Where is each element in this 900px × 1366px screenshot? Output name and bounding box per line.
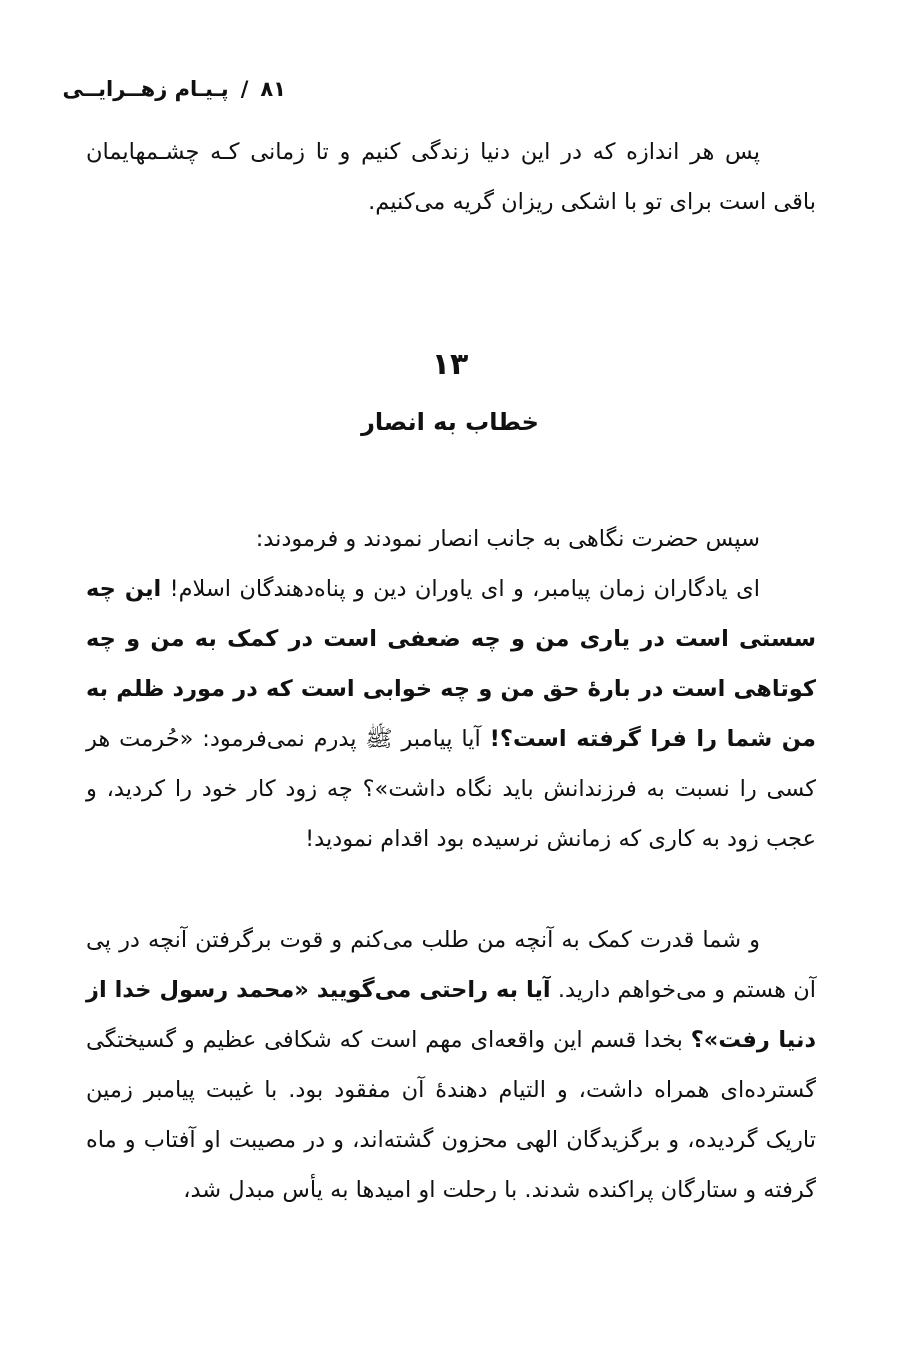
page-number: ۸۱: [260, 77, 286, 101]
lead-paragraph: سپس حضرت نگاهی به جانب انصار نمودند و فرمودند:: [255, 526, 760, 552]
continuation-paragraph: [86, 915, 816, 1215]
header-title: پـیـام زهــرایــی: [62, 77, 229, 101]
continuation-bold-text: آیا به راحتی می‌گویید «محمد رسول خدا از دنیا رفت»؟: [86, 977, 816, 1053]
speech-normal-text: ای یادگاران زمان پیامبر، و ای یاوران دین و پناه‌دهندگان اسلام!: [161, 576, 760, 602]
running-header: [62, 72, 286, 106]
intro-paragraph: پس هر اندازه که در این دنیا زندگی کنیم و تا زمانی کـه چشـمهایمان باقی است برای تو با اشکی ریزان گریه می‌کنیم.: [86, 139, 816, 215]
section2-block: [86, 915, 816, 1215]
speech-bold-text: این چه سستی است در یاری من و چه ضعفی است در کمک به من و چه کوتاهی است در بارهٔ حق من و چه خوابی است که در مورد ظلم به من شما را فرا گرفته است؟!: [86, 576, 816, 752]
header-separator: /: [240, 77, 249, 101]
chapter-title: خطاب به انصار: [361, 408, 539, 436]
continuation-normal-text-1: و شما قدرت کمک به آنچه من طلب می‌کنم و قوت برگرفتن آنچه در پی آن هستم و می‌خواهم دارید.: [86, 927, 816, 1003]
intro-paragraph-block: [86, 127, 816, 227]
speech-rest-text: آیا پیامبر ﷺ پدرم نمی‌فرمود: «حُرمت هر کسی را نسبت به فرزندانش باید نگاه داشت»؟ چه زود کار خود را کردید، و عجب زود به کاری که زمانش نرسیده بود اقدام نمودید!: [86, 726, 816, 852]
chapter-number: ۱۳: [431, 347, 469, 382]
speech-paragraph: [86, 564, 816, 864]
continuation-normal-text-2: بخدا قسم این واقعه‌ای مهم است که شکافی عظیم و گسیختگی گسترده‌ای همراه داشت، و التیام دهندهٔ آن مفقود بود. با غیبت پیامبر زمین تاریک گردیده، و برگزیدگان الهی محزون گشته‌اند، و در مصیبت او آفتاب و ماه گرفته و ستارگان پراکنده شدند. با رحلت او امیدها به یأس مبدل شد،: [86, 1027, 816, 1203]
section1-block: [86, 514, 816, 864]
